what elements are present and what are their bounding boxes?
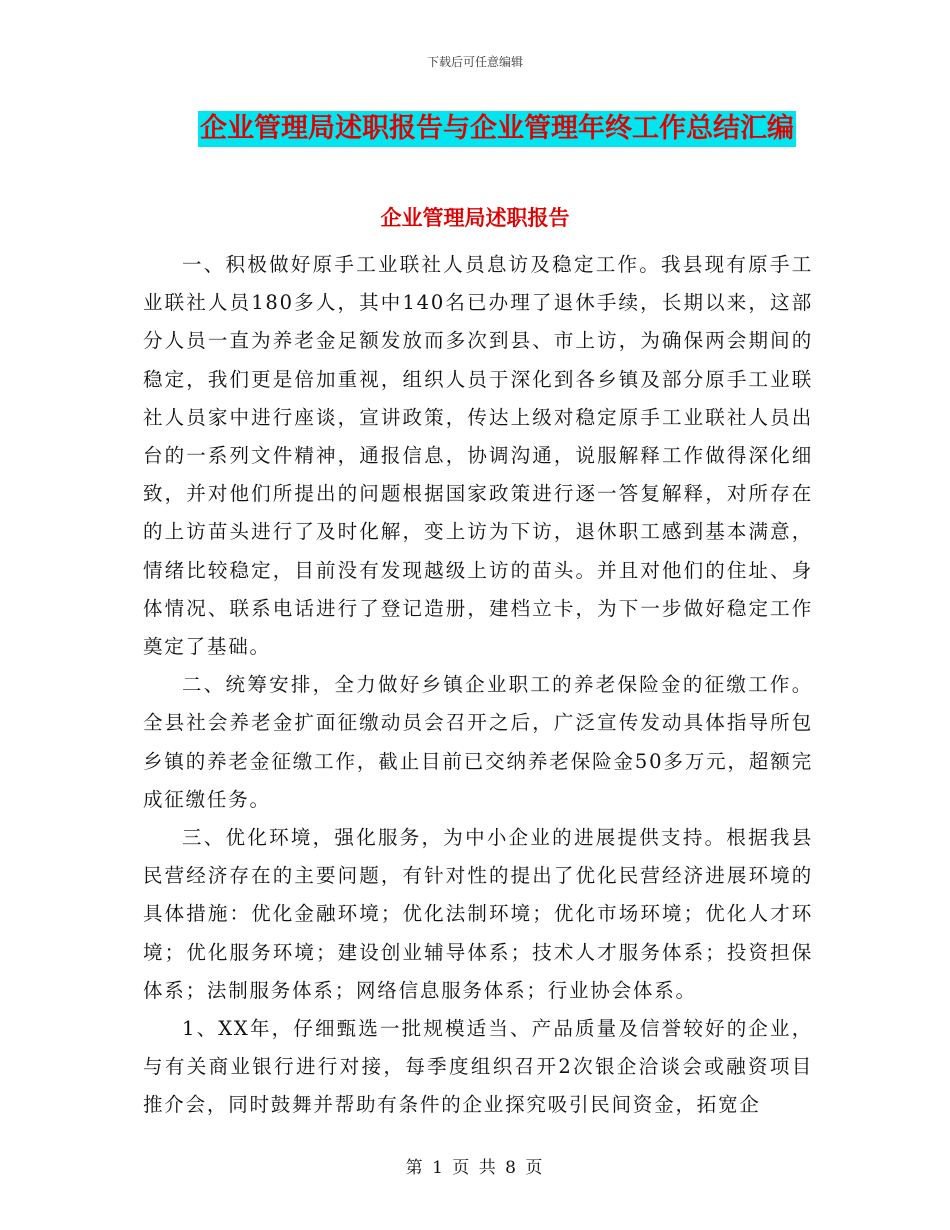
paragraph-4: 1、XX年，仔细甄选一批规模适当、产品质量及信誉较好的企业，与有关商业银行进行对接，每季度组织召开2次银企洽谈会或融资项目推介会，同时鼓舞并帮助有条件的企业探究吸引民间资金，拓宽企	[143, 1017, 813, 1117]
document-title: 企业管理局述职报告与企业管理年终工作总结汇编	[198, 111, 796, 147]
section-title: 企业管理局述职报告	[380, 205, 570, 230]
paragraph-2: 二、统筹安排，全力做好乡镇企业职工的养老保险金的征缴工作。全县社会养老金扩面征缴动员会召开之后，广泛宣传发动具体指导所包乡镇的养老金征缴工作，截止目前已交纳养老保险金50多万元，超额完成征缴任务。	[143, 673, 813, 811]
page-footer: 第 1 页 共 8 页	[405, 1158, 545, 1178]
paragraph-3: 三、优化环境，强化服务，为中小企业的进展提供支持。根据我县民营经济存在的主要问题，有针对性的提出了优化民营经济进展环境的具体措施：优化金融环境；优化法制环境；优化市场环境；优化人才环境；优化服务环境；建设创业辅导体系；技术人才服务体系；投资担保体系；法制服务体系；网络信息服务体系；行业协会体系。	[143, 826, 813, 1002]
paragraph-1: 一、积极做好原手工业联社人员息访及稳定工作。我县现有原手工业联社人员180多人，其中140名已办理了退休手续，长期以来，这部分人员一直为养老金足额发放而多次到县、市上访，为确保两会期间的稳定，我们更是倍加重视，组织人员于深化到各乡镇及部分原手工业联社人员家中进行座谈，宣讲政策，传达上级对稳定原手工业联社人员出台的一系列文件精神，通报信息，协调沟通，说服解释工作做得深化细致，并对他们所提出的问题根据国家政策进行逐一答复解释，对所存在的上访苗头进行了及时化解，变上访为下访，退休职工感到基本满意，情绪比较稳定，目前没有发现越级上访的苗头。并且对他们的住址、身体情况、联系电话进行了登记造册，建档立卡，为下一步做好稳定工作奠定了基础。	[143, 253, 813, 659]
header-note: 下载后可任意编辑	[426, 55, 523, 69]
body-text	[143, 246, 813, 1125]
main-title-wrap	[0, 111, 950, 147]
